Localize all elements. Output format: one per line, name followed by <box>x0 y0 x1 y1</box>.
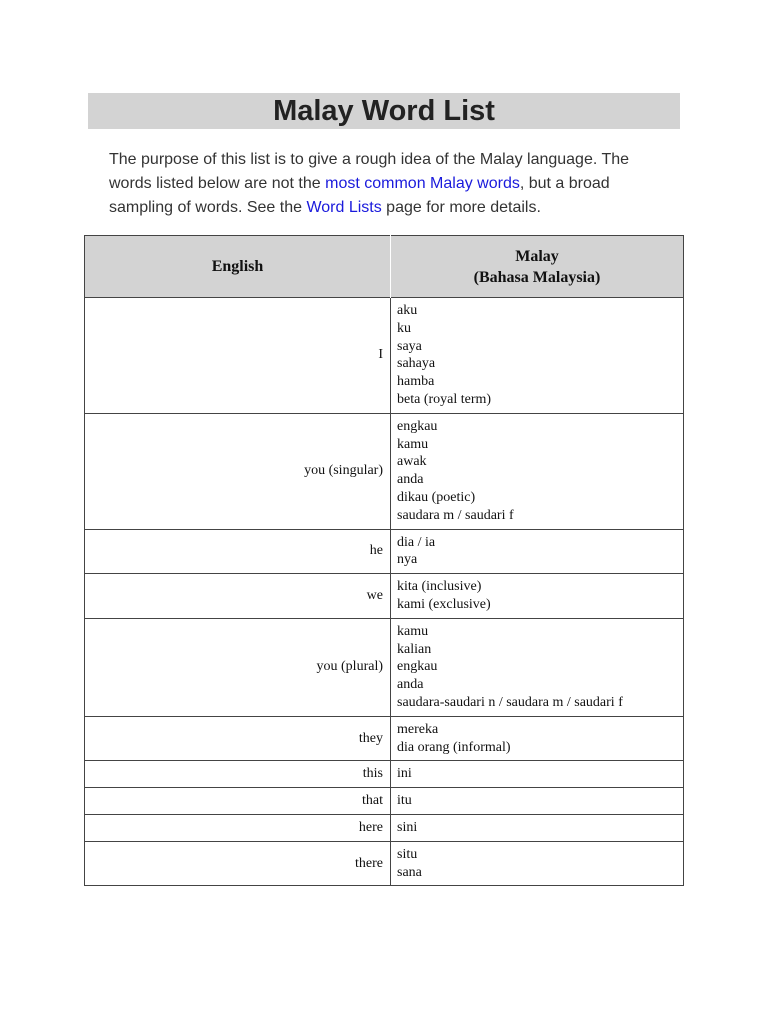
malay-word: aku <box>397 303 418 318</box>
intro-paragraph <box>109 148 669 220</box>
malay-words-cell <box>391 529 684 574</box>
title-banner <box>88 93 680 129</box>
table-row <box>85 618 684 716</box>
page-title: Malay Word List <box>273 95 495 127</box>
english-word-cell: he <box>85 529 391 574</box>
malay-word: mereka <box>397 721 439 737</box>
table-row <box>85 413 684 529</box>
malay-word: sini <box>397 819 418 835</box>
english-word-cell: we <box>85 574 391 619</box>
malay-word: sahaya <box>397 356 436 372</box>
malay-words-cell <box>391 413 684 529</box>
word-table <box>84 235 684 886</box>
table-row <box>85 298 684 414</box>
malay-word: dikau (poetic) <box>397 489 476 505</box>
malay-header-line2: (Bahasa Malaysia) <box>473 268 601 286</box>
english-word-cell: here <box>85 814 391 841</box>
malay-word: saya <box>397 338 422 354</box>
english-word-cell: there <box>85 841 391 886</box>
malay-word: kita (inclusive) <box>397 579 482 595</box>
english-word-cell: this <box>85 761 391 788</box>
table-row <box>85 574 684 619</box>
malay-words-cell <box>391 761 684 788</box>
table-row <box>85 841 684 886</box>
english-word-cell: they <box>85 716 391 761</box>
intro-text-2: , but a broad sampling of words. See the <box>109 175 610 216</box>
malay-header-line1: Malay <box>515 247 559 265</box>
malay-word: ini <box>397 766 412 782</box>
malay-word: kami (exclusive) <box>397 596 491 612</box>
english-word-cell: I <box>85 298 391 414</box>
english-column-header: English <box>85 236 391 298</box>
malay-word: anda <box>397 677 424 693</box>
most-common-words-link[interactable]: most common Malay words <box>325 175 520 192</box>
intro-text-3: page for more details. <box>381 199 541 216</box>
malay-word: dia orang (informal) <box>397 739 511 755</box>
english-word-cell: you (singular) <box>85 413 391 529</box>
intro-text-1: The purpose of this list is to give a rough idea of the Malay language. The words listed below are not the <box>109 151 630 192</box>
malay-word: kamu <box>397 623 429 639</box>
malay-word: dia / ia <box>397 534 436 550</box>
malay-word: hamba <box>397 374 435 390</box>
table-header-row <box>85 236 684 298</box>
english-word-cell: you (plural) <box>85 618 391 716</box>
malay-word: kamu <box>397 436 429 452</box>
malay-word: sana <box>397 864 422 880</box>
malay-words-cell <box>391 841 684 886</box>
malay-word: saudara m / saudari f <box>397 507 514 523</box>
malay-words-cell <box>391 298 684 414</box>
malay-word: kalian <box>397 641 432 657</box>
word-table-body <box>85 298 684 886</box>
word-lists-link[interactable]: Word Lists <box>306 199 382 216</box>
malay-word: anda <box>397 472 424 488</box>
malay-word: awak <box>397 454 427 470</box>
table-row <box>85 529 684 574</box>
table-row <box>85 788 684 815</box>
malay-word: situ <box>397 846 418 862</box>
table-row <box>85 761 684 788</box>
table-row <box>85 716 684 761</box>
malay-word: beta (royal term) <box>397 391 492 407</box>
malay-words-cell <box>391 618 684 716</box>
malay-words-cell <box>391 788 684 815</box>
malay-word: itu <box>397 793 412 809</box>
malay-words-cell <box>391 716 684 761</box>
malay-word: saudara-saudari n / saudara m / saudari f <box>397 694 623 710</box>
malay-column-header <box>391 236 684 298</box>
english-word-cell: that <box>85 788 391 815</box>
malay-words-cell <box>391 814 684 841</box>
malay-words-cell <box>391 574 684 619</box>
malay-word: nya <box>397 552 418 568</box>
malay-word: engkau <box>397 659 438 675</box>
malay-word: ku <box>397 320 411 336</box>
table-row <box>85 814 684 841</box>
malay-word: engkau <box>397 418 438 434</box>
